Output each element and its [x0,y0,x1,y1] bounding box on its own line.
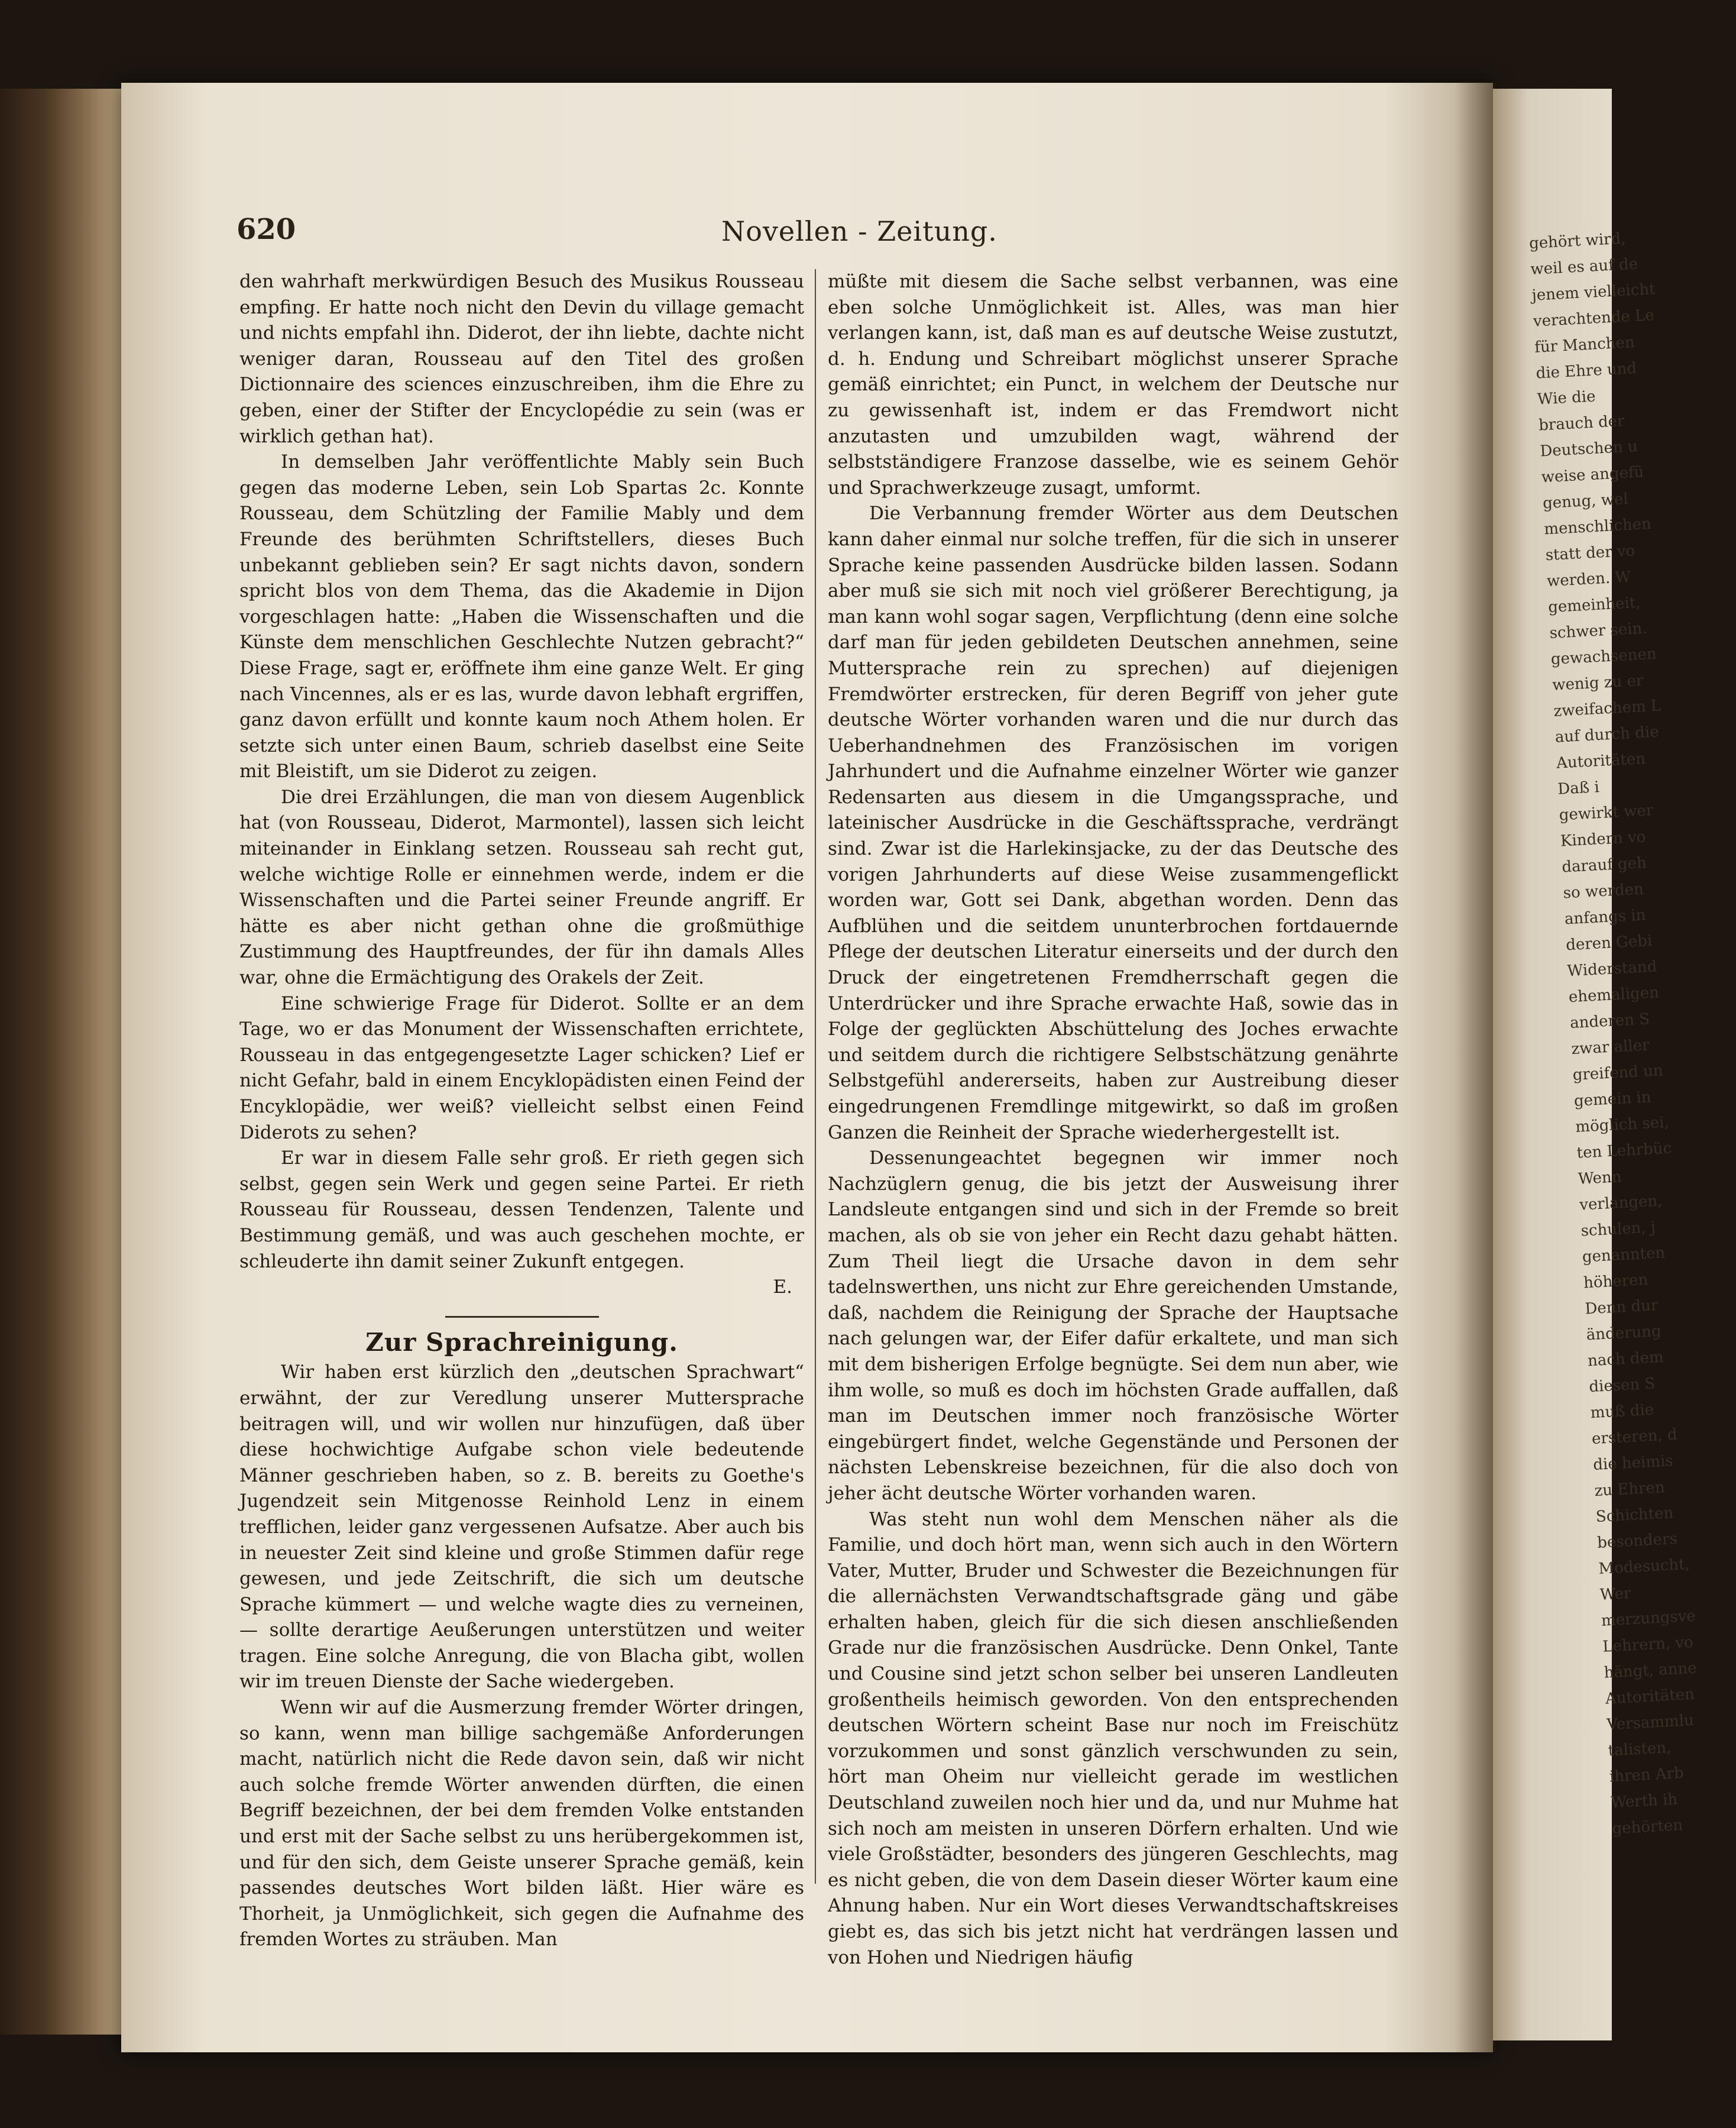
next-page-line: zweifachem L [1553,697,1661,720]
paragraph: den wahrhaft merkwürdigen Besuch des Musikus Rousseau empfing. Er hatte noch nicht den Devin du village gemacht und nichts empfahl ihn. Diderot, der ihn liebte, dachte nicht weniger daran, Rousseau auf den Titel des großen Dictionnaire des sciences einzuschreiben, ihm die Ehre zu geben, einer der Stifter der Encyclopédie zu sein (was er wirklich gethan hat). [239,271,804,447]
next-page-line: Daß i [1557,778,1600,798]
next-page-line: schwer sein. [1549,619,1648,643]
next-page-line: brauch der [1538,412,1625,435]
paragraph: müßte mit diesem die Sache selbst verbannen, was eine eben solche Unmöglichkeit ist. Alles, was man hier verlangen kann, ist, daß man es auf deutsche Weise zustutzt, d. h. Endung und Schreibart möglichst unserer Sprache gemäß einrichtet; ein Punct, in welchem der Deutsche nur zu gewissenhaft ist, indem er das Fremdwort nicht anzutasten und umzubilden wagt, während der selbstständigere Franzose dasselbe, wie es seinem Gehör und Sprachwerkzeuge zusagt, umformt. [828,271,1398,499]
right-column [828,269,1398,1971]
next-page-line: wenig zu er [1552,671,1644,694]
next-page-line: Versammlu [1606,1711,1695,1734]
next-page-line: die heimis [1592,1452,1674,1474]
paragraph: Die Verbannung fremder Wörter aus dem Deutschen kann daher einmal nur solche treffen, für die sich in unserer Sprache keine passenden Ausdrücke bilden lassen. Sodann aber muß sie sich mit noch viel größerer Berechtigung, ja man kann wohl sogar sagen, Verpflichtung (denn eine solche darf man für jeden gebildeten Deutschen annehmen, seine Muttersprache rein zu sprechen) auf diejenigen Fremdwörter erstrecken, für deren Begriff von jeher gute deutsche Wörter vorhanden waren und die nur durch das Ueberhandnehmen des Französischen im vorigen Jahrhundert und die Aufnahme einzelner Wörter wie ganzer Redensarten aus diesem in die Umgangssprache, und lateinischer Ausdrücke in die Geschäftssprache, verdrängt sind. Zwar ist die Harlekinsjacke, zu der das Deutsche des vorigen Jahrhunderts auf diese Weise zusammengeflickt worden war, Gott sei Dank, abgethan worden. Denn das Aufblühen und die seitdem ununterbrochen fortdauernde Pflege der deutschen Literatur einerseits und der durch den Druck der eingetretenen Fremdherrschaft gegen die Unterdrücker und ihre Sprache erwachte Haß, sowie das in Folge der geglückten Abschüttelung des Joches erwachte und seitdem durch die richtigere Selbstschätzung genährte Selbstgefühl andererseits, haben zur Austreibung dieser eingedrungenen Fremdlinge mitgewirkt, so daß im großen Ganzen die Reinheit der Sprache wiederhergestellt ist. [828,503,1398,1143]
page-header [237,213,1419,254]
next-page-line: greifend un [1572,1062,1664,1085]
next-page-line: Wenn [1578,1168,1622,1188]
next-page-line: ersteren, d [1591,1425,1678,1448]
next-page-line: Denn dur [1584,1296,1659,1318]
book-edge-left [0,89,127,2035]
next-page-line: darauf geh [1561,854,1647,877]
next-page-line: hängt, anne [1604,1659,1698,1682]
next-page-line: gemein in [1573,1088,1652,1110]
next-page-line: Schichten [1595,1504,1674,1526]
paragraph: In demselben Jahr veröffentlichte Mably sein Buch gegen das moderne Leben, sein Lob Spartas 2c. Konnte Rousseau, dem Schützling der Familie Mably und dem Freunde des berühmten Schriftstellers, dieses Buch unbekannt geblieben sein? Er sagt nichts davon, sondern spricht blos von dem Thema, das die Akademie in Dijon vorgeschlagen hatte: „Haben die Wissenschaften und die Künste dem menschlichen Geschlechte Nutzen gebracht?“ Diese Frage, sagt er, eröffnete ihm eine ganze Welt. Er ging nach Vincennes, als er es las, wurde davon lebhaft ergriffen, ganz davon erfüllt und konnte kaum noch Athem holen. Er setzte sich unter einen Baum, schrieb daselbst eine Seite mit Bleistift, um sie Diderot zu zeigen. [239,451,804,782]
next-page-line: für Manchen [1534,333,1635,357]
page-number: 620 [237,213,296,246]
next-page-line: auf durch die [1554,723,1660,746]
next-page-line: so werden [1562,880,1644,903]
next-page-line: menschlichen [1543,515,1652,539]
next-page-line: Modesucht, [1598,1555,1690,1578]
next-page-line: zu Ehren [1594,1478,1666,1500]
next-page-line: genannten [1582,1244,1666,1266]
next-page-line: die Ehre und [1535,359,1637,383]
next-page-line: werden. W [1546,568,1631,591]
next-page-line: Deutschen u [1539,437,1638,461]
next-page-line: Kindern vo [1560,828,1646,850]
next-page-line: weise angefü [1541,463,1645,487]
next-page-line: gemeinheit, [1547,593,1641,617]
paragraph: Die drei Erzählungen, die man von diesem Augenblick hat (von Rousseau, Diderot, Marmontel), lassen sich leicht miteinander in Einklang setzen. Rousseau sah recht gut, welche wichtige Rolle er einnehmen werde, indem er die Wissenschaften und die Partei seiner Freunde angriff. Er hätte es aber nicht gethan ohne die großmüthige Zustimmung des Hauptfreundes, der für ihn damals Alles war, ohne die Ermächtigung des Orakels der Zeit. [239,786,804,989]
next-page-line: talisten, [1607,1738,1672,1760]
next-page-line: ehemaligen [1568,984,1660,1007]
next-page-line: Lehrern, vo [1602,1633,1694,1656]
next-page-line: änderung [1586,1322,1662,1344]
next-page-line: statt der vo [1544,542,1635,565]
next-page-line: genug, wel [1542,490,1629,513]
section-title: Zur Sprachreinigung. [365,1327,678,1357]
next-page-line: ihren Arb [1609,1764,1685,1786]
next-page-line: muß die [1589,1401,1654,1422]
next-page-line: besonders [1596,1529,1678,1552]
paragraph: Wir haben erst kürzlich den „deutschen Sprachwart“ erwähnt, der zur Veredlung unserer Muttersprache beitragen will, und wir wollen nur hinzufügen, daß über diese hochwichtige Aufgabe schon viele bedeutende Männer geschrieben haben, so z. B. bereits zu Goethe's Jugendzeit sein Mitgenosse Reinhold Lenz in einem trefflichen, leider ganz vergessenen Aufsatze. Aber auch bis in neuester Zeit sind kleine und große Stimmen dafür rege gewesen, und jede Zeitschrift, die sich um deutsche Sprache kümmert — und welche wagte dies zu verneinen, — sollte derartige Aeußerungen unterstützen und weiter tragen. Eine solche Anregung, die von Blacha gibt, wollen wir im treuen Dienste der Sache wiedergeben. [239,1361,804,1693]
next-page-line: Werth ih [1610,1790,1678,1812]
paragraph: Was steht nun wohl dem Menschen näher als die Familie, und doch hört man, wenn sich auch in den Wörtern Vater, Mutter, Bruder und Schwester die Bezeichnungen für die allernächsten Verwandtschaftsgrade gäng und gäbe erhalten haben, gleich für die sich diesen anschließenden Grade nur die französischen Ausdrücke. Denn Onkel, Tante und Cousine sind jetzt schon selber bei unseren Landleuten großentheils heimisch geworden. Von den entsprechenden deutschen Wörtern scheint Base nur noch im Freischütz vorzukommen und sonst gänzlich verschwunden zu sein, hört man Oheim nur vielleicht gerade im westlichen Deutschland zuweilen noch hier und da, und nur Muhme hat sich noch am meisten in unseren Dörfern erhalten. Und wie viele Großstädter, besonders des jüngeren Geschlechts, mag es nicht geben, die von dem Dasein dieser Wörter kaum eine Ahnung haben. Nur ein Wort dieses Verwandtschaftskreises giebt es, das sich bis jetzt nicht hat verdrängen lassen und von Hohen und Niedrigen häufig [828,1508,1398,1968]
paragraph: Eine schwierige Frage für Diderot. Sollte er an dem Tage, wo er das Monument der Wissenschaften errichtete, Rousseau in das entgegengesetzte Lager schicken? Lief er nicht Gefahr, bald in einem Encyklopädisten einen Feind der Encyklopädie, wer weiß? vielleicht selbst einen Feind Diderots zu sehen? [239,992,804,1143]
paragraph: Dessenungeachtet begegnen wir immer noch Nachzüglern genug, die bis jetzt der Ausweisung ihrer Landsleute entgangen sind und sich in der Fremde so breit machen, als ob sie von jeher ein Recht dazu gehabt hätten. Zum Theil liegt die Ursache davon in dem sehr tadelnswerthen, uns nicht zur Ehre gereichenden Umstande, daß, nachdem die Reinigung der Sprache der Hauptsache nach gelungen war, der Eifer dafür erkaltete, und man sich mit dem bisherigen Erfolge begnügte. Sei dem nun aber, wie ihm wolle, so muß es doch im höchsten Grade auffallen, daß man im Deutschen immer noch französische Wörter eingebürgert findet, welche Gegenstände und Personen der nächsten Lebenskreise bezeichnen, für die also doch von jeher ächt deutsche Wörter vorhanden waren. [828,1147,1398,1504]
next-page-line: anderen S [1569,1010,1650,1033]
next-page-line: verlangen, [1579,1192,1663,1214]
next-page-line: diesen S [1588,1375,1656,1396]
article-signoff: E. [773,1276,792,1298]
next-page-line: ten Lehrbüc [1576,1139,1672,1162]
running-title: Novellen - Zeitung. [721,215,997,247]
next-page-fragment [1493,89,1698,2040]
next-page-line: merzungsve [1601,1607,1696,1630]
next-page-line: schulen, j [1580,1218,1656,1240]
left-column [239,269,804,1953]
next-page-line: Autoritäten [1556,749,1646,772]
next-page-text [1528,225,1731,1842]
next-page-line: höheren [1583,1270,1648,1292]
next-page-line: weil es auf de [1530,255,1638,279]
next-page-line: Widerstand [1566,958,1657,981]
next-page-line: nach dem [1587,1348,1664,1370]
next-page-line: möglich sei, [1575,1113,1670,1136]
next-page-line: gewirkt wer [1559,801,1654,824]
section-divider [445,1316,599,1318]
next-page-line: deren Gebi [1565,932,1653,955]
next-page-line: jenem vielleicht [1531,280,1656,305]
next-page-line: Autoritäten [1605,1685,1695,1708]
spine-shadow [1455,83,1496,2052]
column-rule [815,269,816,1884]
next-page-line: Wer [1599,1584,1632,1604]
next-page-line: verachtende Le [1533,306,1655,331]
next-page-line: Wie die [1537,387,1596,409]
next-page-line: anfangs in [1564,906,1647,929]
next-page-line: zwar aller [1570,1036,1650,1059]
next-page-line: gehörten [1611,1816,1683,1838]
next-page-line: gewachsenen [1550,645,1657,668]
paragraph: Er war in diesem Falle sehr groß. Er rieth gegen sich selbst, gegen sein Werk und gegen seine Partei. Er rieth Rousseau für Rousseau, dessen Tendenzen, Talente und Bestimmung gemäß, und was auch geschehen mochte, er schleuderte ihn damit seiner Zukunft entgegen. [239,1147,804,1272]
paragraph: Wenn wir auf die Ausmerzung fremder Wörter dringen, so kann, wenn man billige sachgemäße Anforderungen macht, natürlich nicht die Rede davon sein, daß wir nicht auch solche fremde Wörter anwenden dürften, die einen Begriff bezeichnen, der bei dem fremden Volke entstanden und erst mit der Sache selbst zu uns herübergekommen ist, und für den sich, dem Geiste unserer Sprache gemäß, kein passendes deutsches Wort bilden läßt. Hier wäre es Thorheit, ja Unmöglichkeit, sich gegen die Aufnahme des fremden Wortes zu sträuben. Man [239,1697,804,1951]
next-page-line: gehört wird, [1528,229,1627,253]
